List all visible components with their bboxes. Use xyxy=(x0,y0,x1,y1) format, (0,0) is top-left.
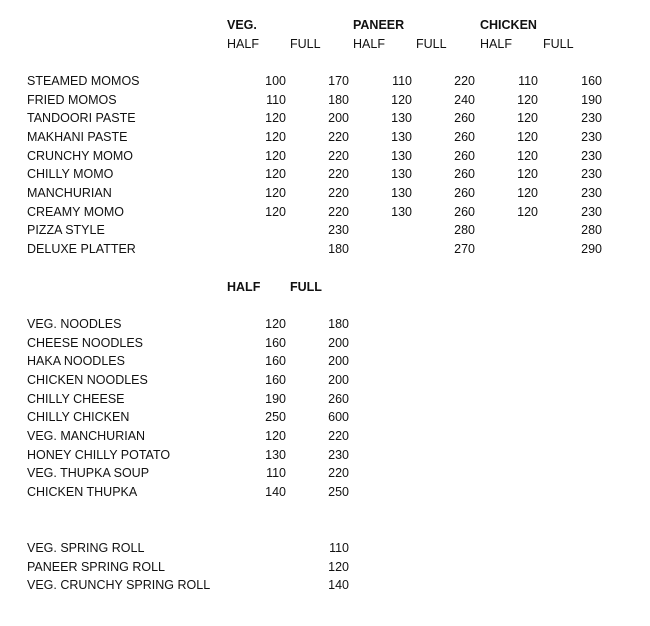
price-cell: 200 xyxy=(328,354,349,369)
price-cell: 190 xyxy=(265,391,286,406)
price-cell: 200 xyxy=(328,335,349,350)
item-name: TANDOORI PASTE xyxy=(27,111,136,126)
price-cell: 110 xyxy=(518,74,538,88)
price-cell: 160 xyxy=(265,373,286,387)
price-cell: 280 xyxy=(581,223,602,238)
group-header-veg: VEG. xyxy=(227,18,257,32)
price-cell: 220 xyxy=(454,74,475,88)
price-cell: 230 xyxy=(581,167,602,182)
price-cell: 250 xyxy=(328,485,349,500)
chicken-half-label: HALF xyxy=(480,37,512,51)
chicken-full-label: FULL xyxy=(543,37,574,51)
item-name: PANEER SPRING ROLL xyxy=(27,559,166,574)
price-cell: 120 xyxy=(265,148,286,163)
item-name: CHILLY CHEESE xyxy=(27,391,125,406)
item-name: VEG. SPRING ROLL xyxy=(27,541,145,555)
item-name: CHILLY CHICKEN xyxy=(27,410,130,425)
price-cell: 200 xyxy=(328,111,349,126)
price-cell: 120 xyxy=(517,130,538,144)
price-cell: 130 xyxy=(391,130,412,144)
price-cell: 120 xyxy=(391,92,412,107)
price-cell: 180 xyxy=(328,242,349,257)
item-name: CHEESE NOODLES xyxy=(27,335,144,350)
price-cell: 220 xyxy=(328,148,349,163)
price-cell: 260 xyxy=(454,111,475,126)
price-cell: 120 xyxy=(265,111,286,126)
price-cell: 100 xyxy=(265,74,286,88)
section2-half-label: HALF xyxy=(227,280,261,294)
section2-full-label: FULL xyxy=(290,280,322,294)
item-name: FRIED MOMOS xyxy=(27,92,117,107)
price-cell: 130 xyxy=(391,148,412,163)
price-cell: 120 xyxy=(265,186,286,201)
price-cell: 180 xyxy=(328,92,349,107)
item-name: PIZZA STYLE xyxy=(27,223,105,238)
price-cell: 170 xyxy=(328,74,349,88)
price-cell: 120 xyxy=(265,429,286,444)
price-cell: 600 xyxy=(328,410,349,425)
price-cell: 160 xyxy=(265,354,286,369)
price-cell: 230 xyxy=(581,148,602,163)
item-name: CRUNCHY MOMO xyxy=(27,148,134,163)
price-cell: 260 xyxy=(328,391,349,406)
price-cell: 160 xyxy=(265,335,286,350)
paneer-half-label: HALF xyxy=(353,37,385,51)
item-name: CHICKEN NOODLES xyxy=(27,373,148,387)
price-cell: 230 xyxy=(581,111,602,126)
price-cell: 120 xyxy=(517,186,538,201)
item-name: HONEY CHILLY POTATO xyxy=(27,447,171,462)
item-name: HAKA NOODLES xyxy=(27,354,125,369)
price-cell: 220 xyxy=(328,167,349,182)
price-cell: 120 xyxy=(328,559,349,574)
price-cell: 130 xyxy=(391,204,412,219)
price-cell: 250 xyxy=(265,410,286,425)
price-cell: 130 xyxy=(265,447,286,462)
price-cell: 160 xyxy=(581,74,602,88)
item-name: MANCHURIAN xyxy=(27,186,112,201)
price-cell: 220 xyxy=(328,130,349,144)
price-cell: 130 xyxy=(391,111,412,126)
price-cell: 230 xyxy=(581,130,602,144)
price-cell: 220 xyxy=(328,466,349,481)
item-name: VEG. CRUNCHY SPRING ROLL xyxy=(27,578,211,593)
group-header-paneer: PANEER xyxy=(353,18,405,32)
price-cell: 230 xyxy=(581,186,602,201)
price-cell: 200 xyxy=(328,373,349,387)
item-name: STEAMED MOMOS xyxy=(27,74,140,88)
price-cell: 120 xyxy=(517,92,538,107)
price-cell: 120 xyxy=(265,204,286,219)
price-cell: 120 xyxy=(517,204,538,219)
price-cell: 110 xyxy=(266,92,286,107)
price-cell: 120 xyxy=(265,317,286,331)
price-cell: 220 xyxy=(328,204,349,219)
price-cell: 110 xyxy=(329,541,349,555)
price-cell: 280 xyxy=(454,223,475,238)
veg-full-label: FULL xyxy=(290,37,321,51)
item-name: VEG. MANCHURIAN xyxy=(27,429,146,444)
item-name: MAKHANI PASTE xyxy=(27,130,128,144)
item-name: CHILLY MOMO xyxy=(27,167,114,182)
price-cell: 130 xyxy=(391,167,412,182)
price-cell: 260 xyxy=(454,167,475,182)
price-cell: 130 xyxy=(391,186,412,201)
price-cell: 230 xyxy=(581,204,602,219)
price-cell: 240 xyxy=(454,92,475,107)
group-header-chicken: CHICKEN xyxy=(480,18,537,32)
item-name: CHICKEN THUPKA xyxy=(27,485,138,500)
item-name: DELUXE PLATTER xyxy=(27,242,136,257)
price-cell: 220 xyxy=(328,186,349,201)
item-name: VEG. NOODLES xyxy=(27,317,122,331)
price-cell: 230 xyxy=(328,223,349,238)
price-cell: 120 xyxy=(265,167,286,182)
price-cell: 140 xyxy=(265,485,286,500)
price-cell: 110 xyxy=(266,466,286,481)
price-cell: 260 xyxy=(454,186,475,201)
item-name: CREAMY MOMO xyxy=(27,204,124,219)
price-cell: 230 xyxy=(328,447,349,462)
item-name: VEG. THUPKA SOUP xyxy=(27,466,150,481)
price-cell: 290 xyxy=(581,242,602,257)
price-cell: 260 xyxy=(454,130,475,144)
price-cell: 120 xyxy=(517,111,538,126)
veg-half-label: HALF xyxy=(227,37,259,51)
price-cell: 120 xyxy=(517,167,538,182)
price-cell: 140 xyxy=(328,578,349,593)
price-cell: 120 xyxy=(517,148,538,163)
price-cell: 270 xyxy=(454,242,475,257)
price-cell: 260 xyxy=(454,204,475,219)
paneer-full-label: FULL xyxy=(416,37,447,51)
price-cell: 220 xyxy=(328,429,349,444)
price-cell: 180 xyxy=(328,317,349,331)
price-cell: 190 xyxy=(581,92,602,107)
price-cell: 120 xyxy=(265,130,286,144)
price-cell: 260 xyxy=(454,148,475,163)
price-cell: 110 xyxy=(392,74,412,88)
